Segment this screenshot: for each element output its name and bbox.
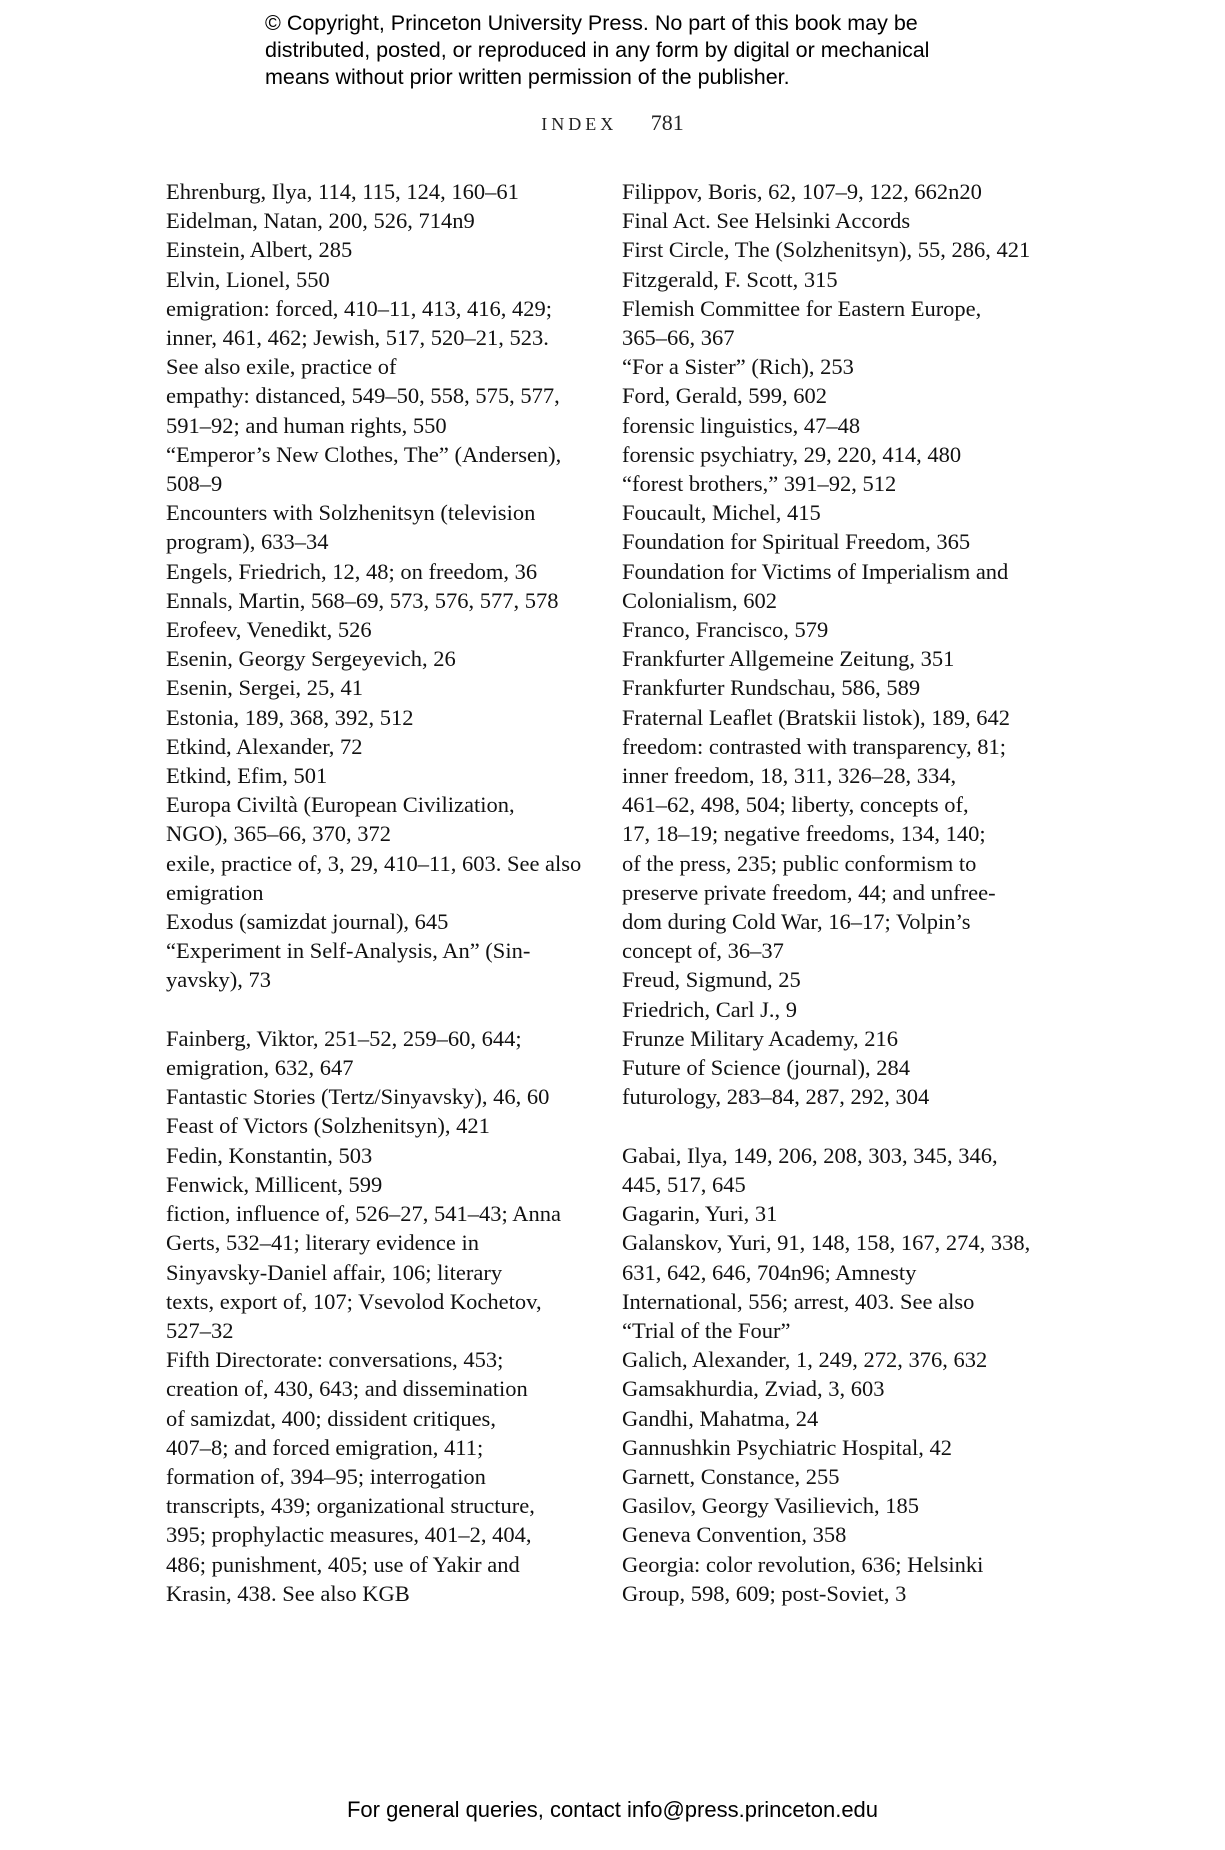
index-entry <box>166 644 606 673</box>
index-entry-line: Future of Science (journal), 284 <box>622 1055 911 1081</box>
index-entry-line: Gandhi, Mahatma, 24 <box>622 1405 819 1431</box>
index-entry <box>622 527 1062 556</box>
index-entry-line: transcripts, 439; organizational structure, <box>166 1493 535 1519</box>
index-entry <box>166 265 606 294</box>
index-entry <box>622 469 1062 498</box>
index-entry-line: Geneva Convention, 358 <box>622 1522 847 1548</box>
index-entry-line: exile, practice of, 3, 29, 410–11, 603. See also <box>166 850 582 876</box>
index-entry-line: Erofeev, Venedikt, 526 <box>166 617 372 643</box>
index-entry-line: Ford, Gerald, 599, 602 <box>622 383 827 409</box>
index-entry-line: “forest brothers,” 391–92, 512 <box>622 471 897 497</box>
index-entry <box>166 615 606 644</box>
index-entry-line: Encounters with Solzhenitsyn (television <box>166 500 536 526</box>
index-entry-line: forensic psychiatry, 29, 220, 414, 480 <box>622 441 962 467</box>
index-entry-line: Krasin, 438. See also KGB <box>166 1580 410 1606</box>
index-entry-line: 461–62, 498, 504; liberty, concepts of, <box>622 792 969 818</box>
index-entry <box>166 586 606 615</box>
index-entry-line: 527–32 <box>166 1317 234 1343</box>
index-entry <box>166 703 606 732</box>
index-entry <box>622 995 1062 1024</box>
index-entry-line: Etkind, Alexander, 72 <box>166 733 363 759</box>
index-entry <box>622 673 1062 702</box>
index-entry-line: dom during Cold War, 16–17; Volpin’s <box>622 909 971 935</box>
index-entry-line: “Experiment in Self-Analysis, An” (Sin- <box>166 938 531 964</box>
index-entry <box>622 498 1062 527</box>
index-entry-line: Sinyavsky-Daniel affair, 106; literary <box>166 1259 503 1285</box>
index-entry <box>166 761 606 790</box>
index-entry-line: Filippov, Boris, 62, 107–9, 122, 662n20 <box>622 179 982 204</box>
index-entry-line: Colonialism, 602 <box>622 587 778 613</box>
index-entry-line: Garnett, Constance, 255 <box>622 1463 840 1489</box>
index-entry-line: See also exile, practice of <box>166 354 397 380</box>
index-entry-line: Elvin, Lionel, 550 <box>166 266 330 292</box>
index-entry-line: texts, export of, 107; Vsevolod Kochetov, <box>166 1288 542 1314</box>
index-entry-line: Group, 598, 609; post-Soviet, 3 <box>622 1580 907 1606</box>
index-entry-line: Frankfurter Rundschau, 586, 589 <box>622 675 921 701</box>
index-entry <box>622 265 1062 294</box>
index-entry-line: of samizdat, 400; dissident critiques, <box>166 1405 496 1431</box>
index-entry-line: Gabai, Ilya, 149, 206, 208, 303, 345, 346, <box>622 1142 998 1168</box>
index-entry-line: Fantastic Stories (Tertz/Sinyavsky), 46, 60 <box>166 1084 550 1110</box>
copyright-line: distributed, posted, or reproduced in any form by digital or mechanical <box>265 38 930 62</box>
index-entry <box>166 177 606 206</box>
index-entry <box>622 1082 1062 1111</box>
index-entry-line: Gannushkin Psychiatric Hospital, 42 <box>622 1434 952 1460</box>
copyright-line: © Copyright, Princeton University Press. No part of this book may be <box>265 11 918 35</box>
index-entry-line: Foucault, Michel, 415 <box>622 500 821 526</box>
index-entry <box>622 1520 1062 1549</box>
index-entry-line: 407–8; and forced emigration, 411; <box>166 1434 484 1460</box>
copyright-line: means without prior written permission of the publisher. <box>265 65 790 89</box>
index-entry-line: Fraternal Leaflet (Bratskii listok), 189, 642 <box>622 704 1011 730</box>
index-entry-line: Engels, Friedrich, 12, 48; on freedom, 36 <box>166 558 538 584</box>
index-entry-line: Europa Civiltà (European Civilization, <box>166 792 515 818</box>
index-entry <box>166 732 606 761</box>
index-entry <box>622 1374 1062 1403</box>
index-entry-line: concept of, 36–37 <box>622 938 784 964</box>
index-entry <box>166 235 606 264</box>
index-entry-line: Esenin, Sergei, 25, 41 <box>166 675 364 701</box>
index-entry-line: emigration: forced, 410–11, 413, 416, 429; <box>166 295 552 321</box>
index-entry-line: Fitzgerald, F. Scott, 315 <box>622 266 838 292</box>
running-head <box>0 110 1225 136</box>
index-entry <box>166 557 606 586</box>
index-entry-line: Fedin, Konstantin, 503 <box>166 1142 373 1168</box>
index-entry-line: Eidelman, Natan, 200, 526, 714n9 <box>166 208 475 234</box>
index-entry-line: Galanskov, Yuri, 91, 148, 158, 167, 274, 338, <box>622 1230 1031 1256</box>
index-entry-line: Etkind, Efim, 501 <box>166 763 328 789</box>
index-entry-line: 17, 18–19; negative freedoms, 134, 140; <box>622 821 986 847</box>
index-entry-line: Foundation for Spiritual Freedom, 365 <box>622 529 971 555</box>
index-entry <box>622 1053 1062 1082</box>
index-entry-line: fiction, influence of, 526–27, 541–43; Anna <box>166 1201 561 1227</box>
index-entry-line: Gamsakhurdia, Zviad, 3, 603 <box>622 1376 885 1402</box>
index-entry <box>166 673 606 702</box>
index-entry <box>166 1082 606 1111</box>
index-entry-line: 508–9 <box>166 471 223 497</box>
index-entry <box>166 1199 606 1345</box>
index-entry-line: Georgia: color revolution, 636; Helsinki <box>622 1551 984 1577</box>
index-entry <box>166 381 606 439</box>
index-entry <box>166 1111 606 1140</box>
index-entry <box>622 965 1062 994</box>
index-entry <box>622 1550 1062 1608</box>
index-entry <box>622 440 1062 469</box>
index-entry-line: program), 633–34 <box>166 529 329 555</box>
index-entry <box>622 1404 1062 1433</box>
page-number: 781 <box>650 110 684 135</box>
index-entry-line: Frankfurter Allgemeine Zeitung, 351 <box>622 646 955 672</box>
index-entry-line: creation of, 430, 643; and dissemination <box>166 1376 528 1402</box>
index-entry-line: Frunze Military Academy, 216 <box>622 1025 898 1051</box>
index-entry-line: Friedrich, Carl J., 9 <box>622 996 797 1022</box>
index-entry <box>622 235 1062 264</box>
index-entry-line: “Emperor’s New Clothes, The” (Andersen), <box>166 441 562 467</box>
index-entry-line: Esenin, Georgy Sergeyevich, 26 <box>166 646 456 672</box>
index-entry-line: Einstein, Albert, 285 <box>166 237 353 263</box>
index-column-right <box>622 177 1062 1608</box>
footer-contact: For general queries, contact info@press.princeton.edu <box>346 1797 879 1822</box>
letter-group-gap <box>622 1112 1062 1141</box>
index-entry-line: empathy: distanced, 549–50, 558, 575, 577, <box>166 383 560 409</box>
index-entry-line: Fainberg, Viktor, 251–52, 259–60, 644; <box>166 1025 522 1051</box>
index-entry-line: Estonia, 189, 368, 392, 512 <box>166 704 414 730</box>
index-entry-line: Gasilov, Georgy Vasilievich, 185 <box>622 1493 920 1519</box>
index-entry-line: Ehrenburg, Ilya, 114, 115, 124, 160–61 <box>166 179 519 204</box>
index-entry-line: Fifth Directorate: conversations, 453; <box>166 1347 504 1373</box>
index-entry-line: of the press, 235; public conformism to <box>622 850 977 876</box>
index-entry <box>622 352 1062 381</box>
index-entry-line: Freud, Sigmund, 25 <box>622 967 801 993</box>
index-entry <box>622 1228 1062 1345</box>
index-entry <box>166 907 606 936</box>
index-entry-line: inner, 461, 462; Jewish, 517, 520–21, 523. <box>166 325 549 351</box>
index-entry <box>166 1345 606 1608</box>
index-entry-line: Flemish Committee for Eastern Europe, <box>622 295 982 321</box>
copyright-notice <box>265 10 1025 91</box>
index-entry-line: 591–92; and human rights, 550 <box>166 412 447 438</box>
index-entry <box>622 732 1062 966</box>
index-entry <box>622 557 1062 615</box>
index-entry-line: “Trial of the Four” <box>622 1317 791 1343</box>
index-entry <box>166 1170 606 1199</box>
index-entry <box>622 206 1062 235</box>
index-entry-line: emigration, 632, 647 <box>166 1055 354 1081</box>
index-entry <box>622 381 1062 410</box>
index-entry-line: emigration <box>166 879 264 905</box>
index-entry-line: Feast of Victors (Solzhenitsyn), 421 <box>166 1113 490 1139</box>
index-entry <box>166 936 606 994</box>
index-entry <box>166 790 606 848</box>
index-entry-line: Exodus (samizdat journal), 645 <box>166 909 449 935</box>
index-entry-line: Franco, Francisco, 579 <box>622 617 829 643</box>
index-entry-line: 395; prophylactic measures, 401–2, 404, <box>166 1522 532 1548</box>
index-entry-line: freedom: contrasted with transparency, 81; <box>622 733 1007 759</box>
letter-group-gap <box>166 995 606 1024</box>
index-entry <box>622 1024 1062 1053</box>
index-entry-line: 365–66, 367 <box>622 325 735 351</box>
index-entry <box>622 615 1062 644</box>
index-entry <box>622 177 1062 206</box>
index-entry <box>166 294 606 382</box>
index-entry-line: inner freedom, 18, 311, 326–28, 334, <box>622 763 957 789</box>
index-entry-line: Gagarin, Yuri, 31 <box>622 1201 778 1227</box>
index-entry-line: 445, 517, 645 <box>622 1171 746 1197</box>
index-entry-line: First Circle, The (Solzhenitsyn), 55, 286, 421 <box>622 237 1031 263</box>
index-entry-line: 631, 642, 646, 704n96; Amnesty <box>622 1259 917 1285</box>
index-entry-line: Ennals, Martin, 568–69, 573, 576, 577, 578 <box>166 587 559 613</box>
index-entry <box>622 1491 1062 1520</box>
index-entry <box>166 498 606 556</box>
index-entry <box>166 849 606 907</box>
running-head-label: INDEX <box>541 114 618 134</box>
index-entry <box>622 1199 1062 1228</box>
index-entry-line: Fenwick, Millicent, 599 <box>166 1171 383 1197</box>
index-entry-line: “For a Sister” (Rich), 253 <box>622 354 854 380</box>
index-entry-line: yavsky), 73 <box>166 967 271 993</box>
index-entry <box>622 1141 1062 1199</box>
index-entry-line: formation of, 394–95; interrogation <box>166 1463 486 1489</box>
index-entry <box>622 703 1062 732</box>
index-entry-line: NGO), 365–66, 370, 372 <box>166 821 391 847</box>
index-entry <box>622 1433 1062 1462</box>
index-entry <box>166 1024 606 1082</box>
index-entry <box>622 411 1062 440</box>
index-entry <box>166 440 606 498</box>
index-entry-line: Galich, Alexander, 1, 249, 272, 376, 632 <box>622 1347 988 1373</box>
index-entry-line: Foundation for Victims of Imperialism and <box>622 558 1009 584</box>
index-entry-line: International, 556; arrest, 403. See also <box>622 1288 975 1314</box>
index-entry <box>622 644 1062 673</box>
index-entry-line: Gerts, 532–41; literary evidence in <box>166 1230 480 1256</box>
index-entry-line: preserve private freedom, 44; and unfree- <box>622 879 996 905</box>
index-entry <box>622 1462 1062 1491</box>
index-entry <box>622 294 1062 352</box>
index-entry-line: futurology, 283–84, 287, 292, 304 <box>622 1084 930 1110</box>
index-entry-line: 486; punishment, 405; use of Yakir and <box>166 1551 520 1577</box>
index-entry-line: forensic linguistics, 47–48 <box>622 412 861 438</box>
index-entry <box>622 1345 1062 1374</box>
index-column-left <box>166 177 606 1608</box>
index-entry <box>166 206 606 235</box>
index-entry-line: Final Act. See Helsinki Accords <box>622 208 911 234</box>
index-entry <box>166 1141 606 1170</box>
